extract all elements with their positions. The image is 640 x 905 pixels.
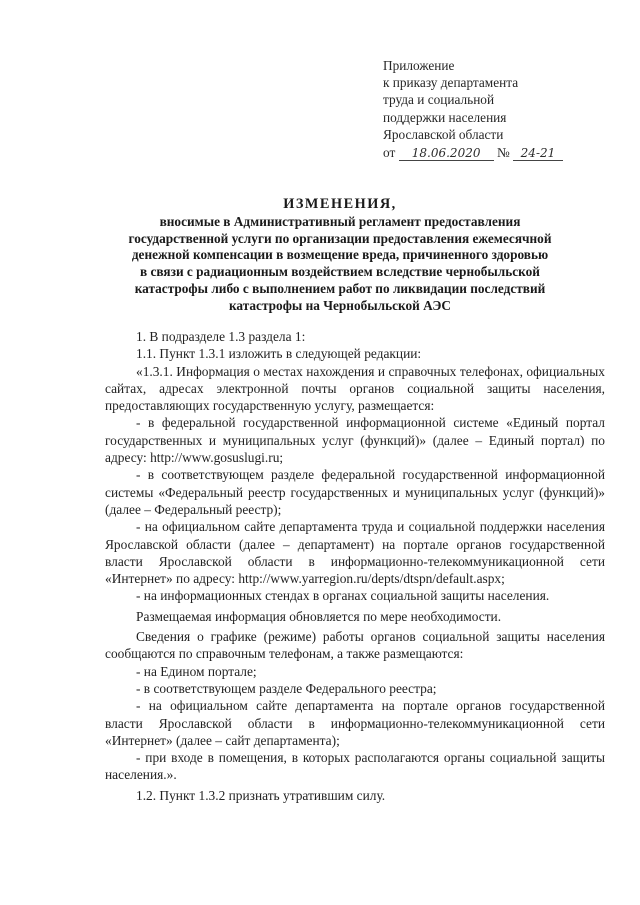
order-date-number xyxy=(383,144,593,161)
title-subtitle-line: государственной услуги по организации предоставления ежемесячной xyxy=(128,230,552,246)
title-subtitle-line: в связи с радиационным воздействием вследствие чернобыльской xyxy=(140,264,540,280)
annex-line: Ярославской области xyxy=(383,126,504,142)
handwritten-number: 24-21 xyxy=(513,146,563,161)
body-paragraph: «1.3.1. Информация о местах нахождения и справочных телефонах, официальных сайтах, адресах электронной почты органов социальной защиты населения, предоставляющих государственную услугу, размещается: xyxy=(105,363,605,414)
annex-line: труда и социальной xyxy=(383,92,495,108)
body-paragraph: - на информационных стендах в органах социальной защиты населения. xyxy=(136,588,550,604)
number-label: № xyxy=(496,145,510,161)
body-paragraph: - в соответствующем разделе федеральной государственной информационной системы «Федеральный реестр государственных и муниципальных услуг (функций)» (далее – Федеральный реестр); xyxy=(105,467,605,517)
title-subtitle-line: катастрофы на Чернобыльской АЭС xyxy=(228,297,452,313)
body-paragraph: 1.2. Пункт 1.3.2 признать утратившим силу. xyxy=(136,787,386,803)
body-paragraph: Размещаемая информация обновляется по мере необходимости. xyxy=(136,608,502,624)
body-paragraph: - при входе в помещения, в которых располагаются органы социальной защиты населения.». xyxy=(105,750,605,783)
body-paragraph: - в соответствующем разделе Федерального реестра; xyxy=(136,680,437,696)
document-title xyxy=(60,196,620,315)
body-paragraph: 1. В подразделе 1.3 раздела 1: xyxy=(136,329,306,344)
document-body xyxy=(105,328,605,804)
title-subtitle-line: катастрофы либо с выполнением работ по ликвидации последствий xyxy=(134,280,546,296)
title-heading: ИЗМЕНЕНИЯ, xyxy=(283,196,397,212)
annex-line: к приказу департамента xyxy=(383,75,519,91)
handwritten-date: 18.06.2020 xyxy=(399,146,494,161)
annex-line: Приложение xyxy=(383,58,455,73)
body-paragraph: - на официальном сайте департамента на портале органов государственной власти Ярославской области в информационно-телекоммуникационной сети «Интернет» (далее – сайт департамента); xyxy=(105,698,605,748)
body-paragraph: - на Едином портале; xyxy=(136,663,257,679)
body-paragraph: - в федеральной государственной информационной системе «Единый портал государственных и муниципальных услуг (функций)» (далее – Единый портал) по адресу: http://www.gosuslugi.ru; xyxy=(105,415,605,466)
body-paragraph: Сведения о графике (режиме) работы органов социальной защиты населения сообщаются по справочным телефонам, а также размещаются: xyxy=(105,629,605,662)
title-subtitle-line: вносимые в Административный регламент предоставления xyxy=(159,213,521,229)
title-subtitle-line: денежной компенсации в возмещение вреда, причиненного здоровью xyxy=(131,247,549,263)
annex-header xyxy=(383,57,593,161)
body-paragraph: - на официальном сайте департамента труда и социальной поддержки населения Ярославской области (далее – департамент) на портале органов государственной власти Ярославской области в информационно-телекоммуникационной сети «Интернет» по адресу: http://www.yarregion.ru/depts/dtspn/default.aspx; xyxy=(105,519,605,587)
annex-line: поддержки населения xyxy=(383,109,507,125)
body-paragraph: 1.1. Пункт 1.3.1 изложить в следующей редакции: xyxy=(136,346,422,362)
date-prefix: от xyxy=(383,145,396,161)
